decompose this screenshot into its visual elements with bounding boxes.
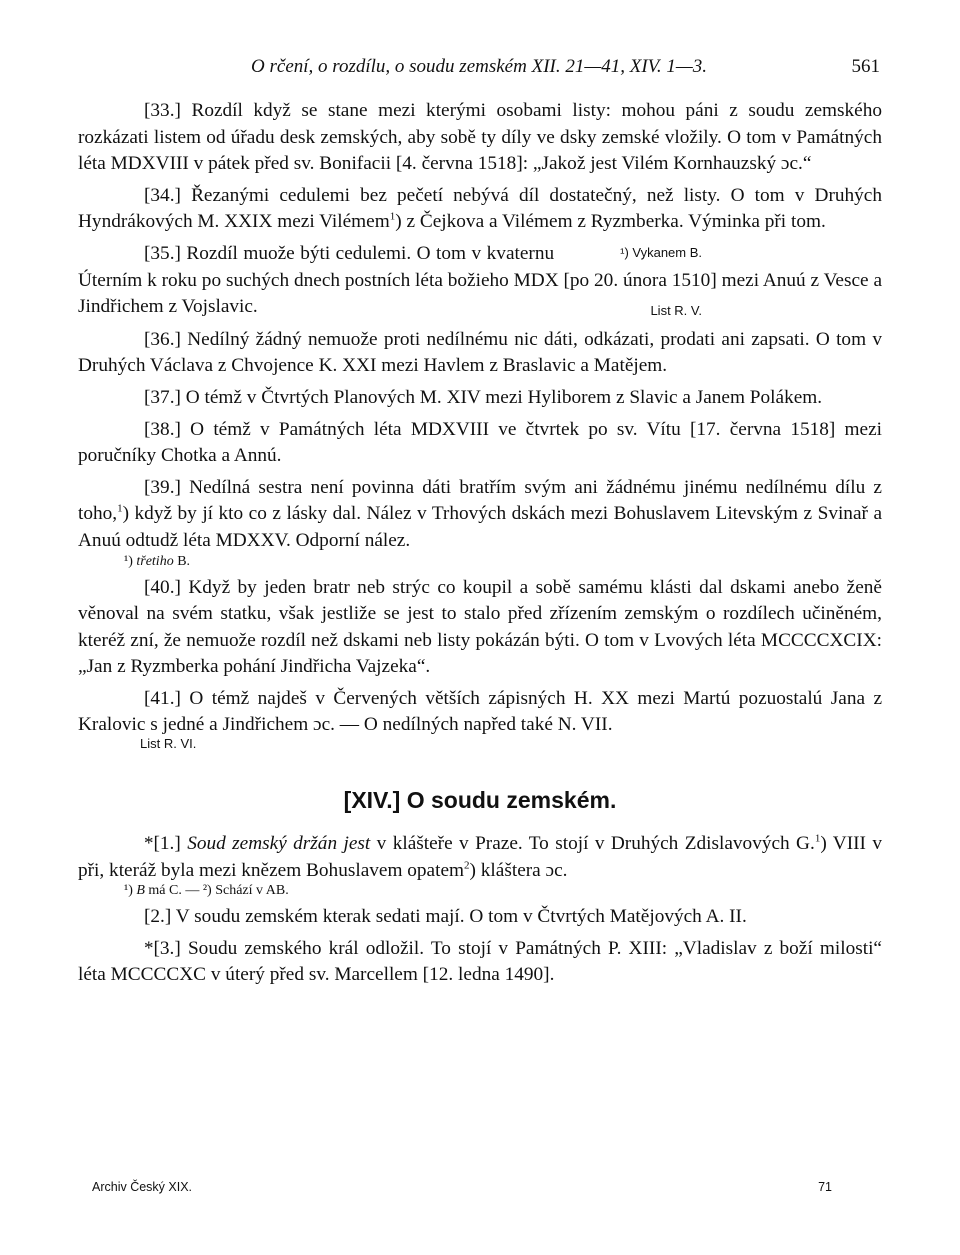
paragraph-number: [37.] — [144, 386, 181, 408]
footnote-ref: 2 — [464, 859, 470, 872]
footer-sheet-number: 71 — [818, 1180, 832, 1194]
inline-footnote: ¹) Vykanem B. — [620, 244, 702, 260]
paragraph-40 — [78, 575, 882, 681]
paragraph-number: [34.] — [144, 184, 181, 206]
section-item-3 — [78, 936, 882, 989]
footnote-ref: 1 — [814, 832, 821, 845]
paragraph-text: Rozdíl když se stane mezi kterými osobami listy: mohou páni z soudu zemského rozkázati listem od úřadu desk zemských, aby sobě ty díly ve dsky zemské vložily. O tom v Památných léta MDXVIII v pátek před sv. Bonifacii [4. června 1518]: „Jakož jest Vilém Kornhauzský ɔc.“ — [78, 100, 882, 175]
running-title: O rčení, o rozdílu, o soudu zemském XII. 21—41, XIV. 1—3. — [251, 56, 707, 77]
page-number: 561 — [851, 56, 880, 77]
paragraph-36 — [78, 327, 882, 380]
section-item-1 — [78, 831, 882, 884]
paragraph-text: O témž v Památných léta MDXVIII ve čtvrtek po sv. Vítu [17. června 1518] mezi poručníky Chotka a Annú. — [78, 418, 882, 467]
footnote-ref: 1 — [389, 210, 396, 223]
section-heading: [XIV.] O soudu zemském. — [343, 787, 617, 814]
paragraph-number: [2.] — [144, 906, 172, 928]
paragraph-text: O témž najdeš v Červených větších zápisných H. XX mezi Martú pozuostalú Jana z Kralovic s jedné a Jindřichem ɔc. — O nedílných napřed také N. VII. — [78, 687, 882, 736]
paragraph-text: Nedílný žádný nemuože proti nedílnému nic dáti, odkázati, prodati ani zapsati. O tom v Druhých Václava z Chvojence K. XXI mezi Havlem z Braslavic a Matějem. — [78, 328, 882, 377]
paragraph-text: Rozdíl muože býti cedulemi. O tom v kvaternu Úterním k roku po suchých dnech postních léta božieho MDX [po 20. února 1510] mezi Anuú z Vesce a Jindřichem z Vojslavic. — [78, 242, 882, 318]
footnote-mark: ¹) — [124, 553, 133, 569]
paragraph-38 — [78, 417, 882, 470]
paragraph-number: [39.] — [144, 476, 181, 498]
paragraph-number: [33.] — [144, 100, 181, 121]
paragraph-41 — [78, 686, 882, 739]
paragraph-text: ) kláštera ɔc. — [469, 859, 568, 881]
paragraph-number: [3.] — [153, 937, 181, 959]
asterisk: * — [144, 833, 154, 855]
paragraph-number: [40.] — [144, 576, 181, 598]
paragraph-text: v klášteře v Praze. To stojí v Druhých Zdislavových G. — [370, 833, 815, 855]
paragraph-text: ) VIII v při, kteráž byla mezi knězem Bohuslavem opatem — [78, 833, 882, 881]
paragraph-number: [36.] — [144, 328, 181, 350]
paragraph-text: Když by jeden bratr neb strýc co koupil a sobě samému klásti dal dskami anebo ženě věnoval na svém statku, však jestliže se jest to stalo před zřízením zemským o rozdílech učiněném, kteréž zní, že nemuože rozdíl než dskami neb listy pokázán býti. O tom v Lvových léta MCCCCXCIX: „Jan z Ryzmberka pohání Jindřicha Vajzeka“. — [78, 576, 882, 678]
paragraph-text: V soudu zemském kterak sedati mají. O tom v Čtvrtých Matějových A. II. — [171, 906, 747, 928]
paragraph-text: Soudu zemského král odložil. To stojí v Památných P. XIII: „Vladislav z boží milosti“ léta MCCCCXC v úterý před sv. Marcellem [12. ledna 1490]. — [78, 937, 882, 986]
italic-lemma: Soud zemský držán jest — [180, 833, 371, 855]
footnote — [78, 882, 882, 900]
section-item-2 — [78, 904, 882, 931]
paragraph-37 — [78, 385, 882, 412]
footnote-mark: ¹) — [124, 883, 137, 899]
footnote-suffix: B. — [173, 553, 191, 569]
paragraph-text: Řezanými cedulemi bez pečetí nebývá díl dostatečný, než listy. O tom v Druhých Hyndrákových M. XXIX mezi Vilémem — [78, 184, 882, 233]
footnote-text: B — [136, 883, 145, 899]
footnote-text: třetiho — [136, 553, 174, 569]
paragraph-39 — [78, 475, 882, 555]
list-marker: List R. VI. — [140, 736, 197, 752]
page-footer — [92, 1180, 832, 1200]
paragraph-35 — [78, 241, 882, 321]
paragraph-33 — [78, 98, 882, 178]
footnote — [78, 553, 882, 571]
running-head — [78, 56, 880, 84]
paragraph-text: O témž v Čtvrtých Planových M. XIV mezi Hyliborem z Slavic a Janem Polákem. — [180, 386, 823, 408]
footnote-text: má C. — ²) Schází v AB. — [144, 883, 289, 899]
footer-signature: Archiv Český XIX. — [92, 1180, 193, 1194]
paragraph-number: [41.] — [144, 687, 181, 709]
paragraph-number: [38.] — [144, 418, 181, 440]
paragraph-number: [35.] — [144, 242, 181, 264]
body-text — [78, 98, 882, 994]
footnote-ref: 1 — [117, 502, 123, 515]
asterisk: * — [144, 937, 154, 959]
paragraph-number: [1.] — [153, 833, 181, 855]
paragraph-text: ) z Čejkova a Vilémem z Ryzmberka. Výminka při tom. — [395, 211, 826, 233]
list-marker: List R. V. — [650, 303, 702, 319]
paragraph-text: ) když by jí kto co z lásky dal. Nález v Trhových dskách mezi Bohuslavem Litevským z Svinař a Anuú odtudž léta MDXXV. Odporní nález. — [78, 503, 882, 551]
paragraph-text: Nedílná sestra není povinna dáti bratřím svým ani žádnému jinému nedílnému dílu z toho, — [78, 476, 882, 525]
